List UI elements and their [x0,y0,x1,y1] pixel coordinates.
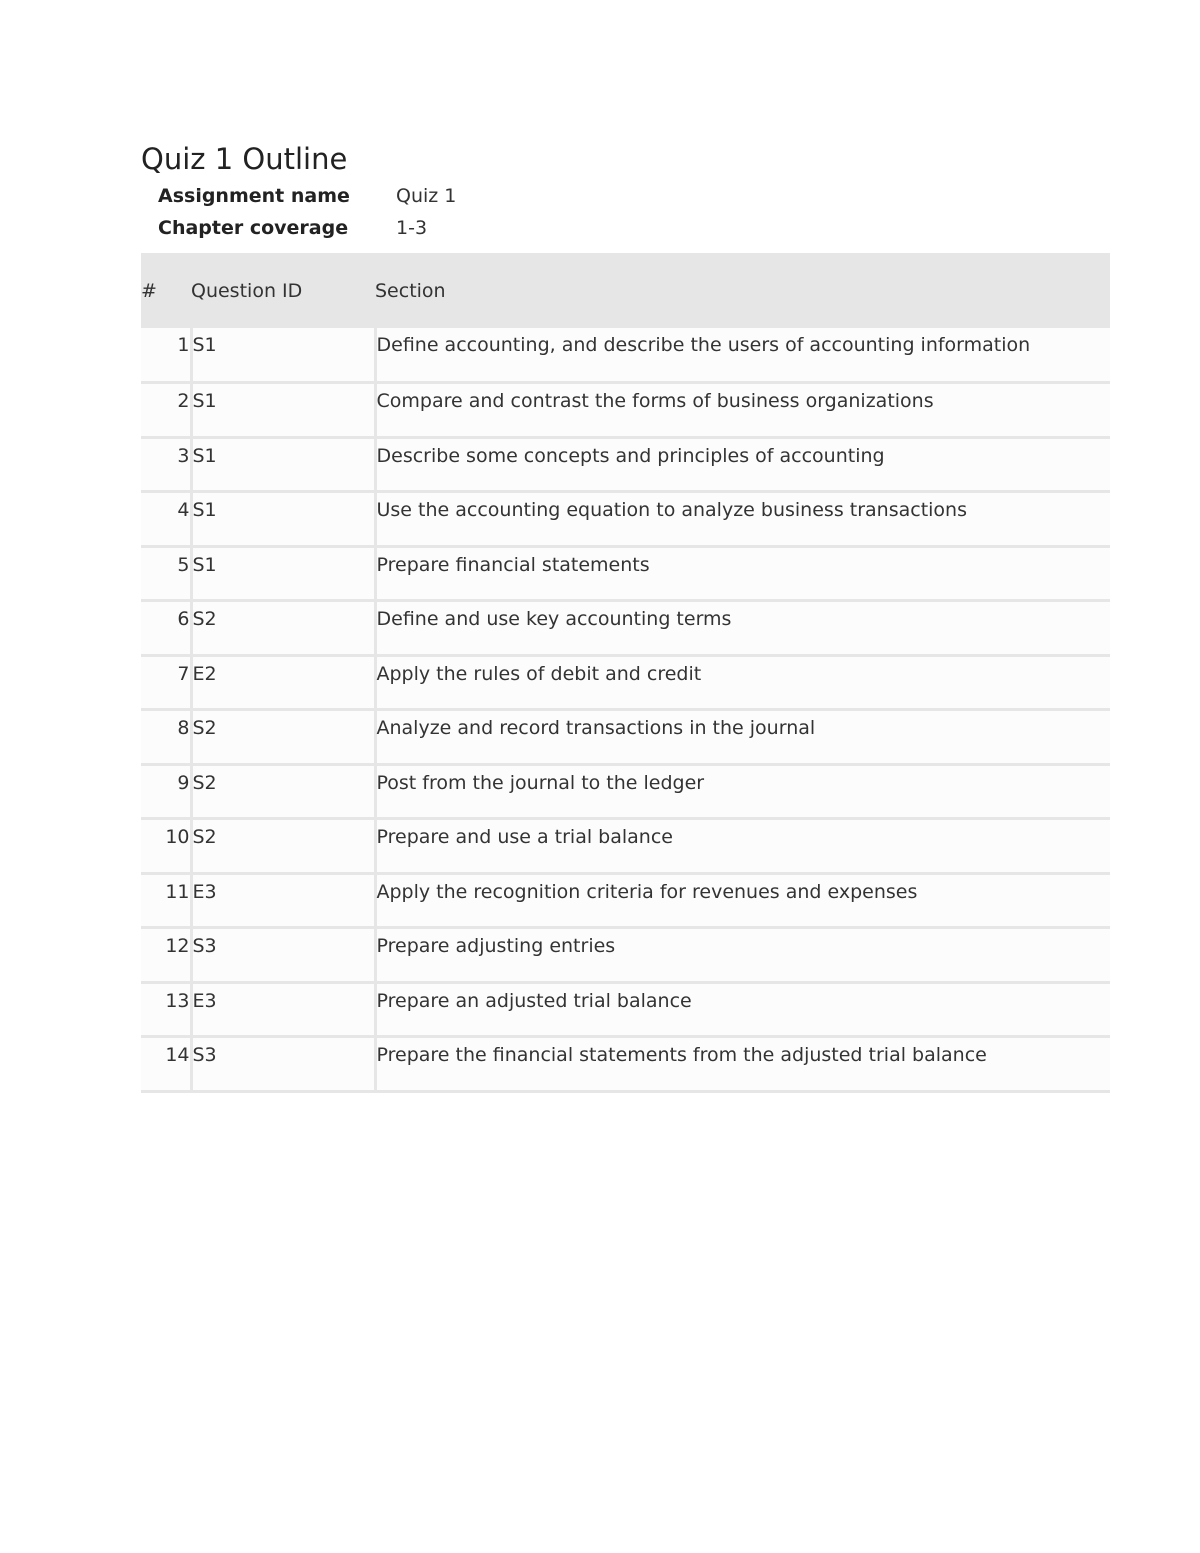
table-row [141,710,1110,765]
cell-question-id: E3 [191,873,375,928]
cell-section: Prepare and use a trial balance [375,819,1110,874]
cell-section: Prepare the financial statements from the adjusted trial balance [375,1037,1110,1092]
table-row [141,982,1110,1037]
cell-question-id: S2 [191,819,375,874]
cell-section: Prepare an adjusted trial balance [375,982,1110,1037]
cell-question-id: S1 [191,328,375,383]
cell-section: Use the accounting equation to analyze business transactions [375,492,1110,547]
column-header-question-id: Question ID [191,279,303,302]
table-row [141,383,1110,438]
cell-question-id: S3 [191,928,375,983]
cell-section: Define and use key accounting terms [375,601,1110,656]
table-body [141,328,1110,1091]
cell-number: 5 [141,546,191,601]
cell-question-id: S1 [191,437,375,492]
cell-number: 2 [141,383,191,438]
table-row [141,928,1110,983]
cell-number: 11 [141,873,191,928]
cell-question-id: S1 [191,383,375,438]
table-row [141,1037,1110,1092]
cell-number: 10 [141,819,191,874]
meta-label: Chapter coverage [158,217,349,239]
column-header-section: Section [375,279,446,302]
column-header-number: # [141,279,157,302]
cell-section: Compare and contrast the forms of business organizations [375,383,1110,438]
meta-value: 1-3 [396,217,428,239]
table-row [141,764,1110,819]
cell-number: 8 [141,710,191,765]
table-row [141,601,1110,656]
meta-label: Assignment name [158,185,350,207]
cell-number: 13 [141,982,191,1037]
cell-number: 1 [141,328,191,383]
table-row [141,328,1110,383]
cell-number: 6 [141,601,191,656]
cell-question-id: S3 [191,1037,375,1092]
cell-number: 9 [141,764,191,819]
table-row [141,655,1110,710]
cell-section: Prepare adjusting entries [375,928,1110,983]
outline-table [141,253,1110,1093]
table-row [141,437,1110,492]
cell-number: 12 [141,928,191,983]
table-header-row [141,253,1110,328]
cell-section: Analyze and record transactions in the journal [375,710,1110,765]
cell-section: Post from the journal to the ledger [375,764,1110,819]
cell-question-id: S2 [191,710,375,765]
meta-value: Quiz 1 [396,185,457,207]
cell-question-id: S2 [191,601,375,656]
cell-question-id: S1 [191,546,375,601]
cell-question-id: E2 [191,655,375,710]
cell-section: Apply the rules of debit and credit [375,655,1110,710]
assignment-meta [158,180,1110,244]
cell-number: 3 [141,437,191,492]
meta-row-assignment-name [158,180,1110,212]
cell-number: 14 [141,1037,191,1092]
table-row [141,492,1110,547]
cell-question-id: E3 [191,982,375,1037]
table-row [141,873,1110,928]
cell-number: 4 [141,492,191,547]
cell-section: Prepare financial statements [375,546,1110,601]
table-row [141,819,1110,874]
meta-row-chapter-coverage [158,212,1110,244]
cell-section: Describe some concepts and principles of accounting [375,437,1110,492]
cell-question-id: S2 [191,764,375,819]
table-header [141,253,1110,328]
page-title: Quiz 1 Outline [141,142,348,176]
cell-section: Define accounting, and describe the users of accounting information [375,328,1110,383]
cell-question-id: S1 [191,492,375,547]
document-page [141,138,1110,1093]
table-row [141,546,1110,601]
cell-section: Apply the recognition criteria for revenues and expenses [375,873,1110,928]
cell-number: 7 [141,655,191,710]
